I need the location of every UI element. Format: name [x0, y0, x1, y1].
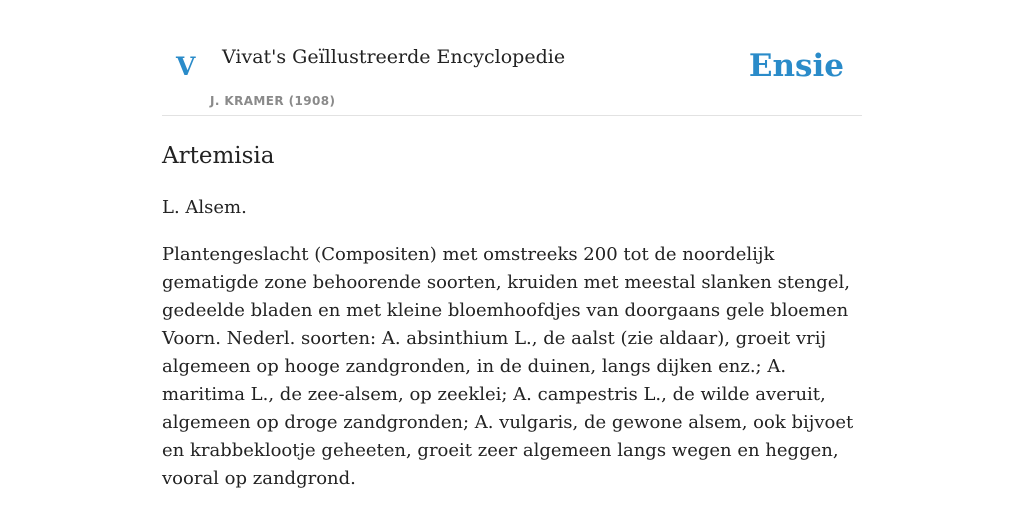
entry-title: Artemisia — [162, 143, 275, 169]
book-title-link[interactable]: Vivat's Geïllustreerde Encyclopedie — [222, 46, 566, 68]
page — [162, 0, 862, 493]
book-author: J. KRAMER (1908) — [210, 94, 336, 108]
entry-body: Plantengeslacht (Compositen) met omstreeks 200 tot de noordelijk gematigde zone behoorende soorten, kruiden met meestal slanken stengel, gedeelde bladen en met kleine bloemhoofdjes van doorgaans gele bloemen Voorn. Nederl. soorten: A. absinthium L., de aalst (zie aldaar), groeit vrij algemeen op hooge zandgronden, in de duinen, langs dijken enz.; A. maritima L., de zee-alsem, op zeeklei; A. campestris L., de wilde averuit, algemeen op droge zandgronden; A. vulgaris, de gewone alsem, ook bijvoet en krabbeklootje geheeten, groeit zeer algemeen langs wegen en heggen, vooral op zandgrond. — [162, 244, 854, 489]
ensie-logo[interactable]: Ensie — [748, 48, 844, 84]
header — [162, 0, 862, 116]
entry-lead: L. Alsem. — [162, 197, 247, 218]
book-logo-icon[interactable]: V — [176, 52, 196, 81]
